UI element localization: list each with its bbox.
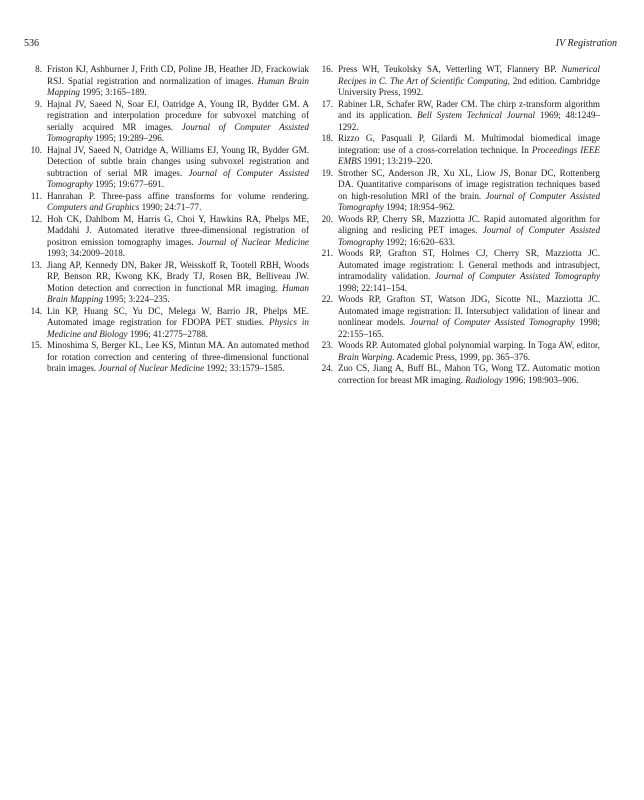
reference-text (47, 260, 309, 306)
reference-text (338, 168, 600, 214)
reference-number: 18. (321, 133, 333, 143)
reference-number: 24. (321, 363, 333, 373)
reference-citation-details: 2nd edition. Cambridge University Press, 1992. (338, 75, 600, 97)
reference-number: 23. (321, 340, 333, 350)
reference-text (47, 340, 309, 375)
reference-authors-title: Friston KJ, Ashburner J, Frith CD, Poline JB, Heather JD, Frackowiak RSJ. Spatial registration and normalization of images. (47, 64, 309, 86)
reference-journal: Journal of Computer Assisted Tomography (338, 190, 601, 212)
reference-citation-details: 1992; 33:1579–1585. (204, 363, 285, 373)
reference-citation-details: 1995; 19:677–691. (92, 179, 165, 189)
reference-text (47, 306, 309, 341)
reference-item (315, 133, 600, 168)
reference-number: 22. (321, 294, 333, 304)
reference-citation-details: 1995; 19:289–296. (92, 133, 165, 143)
reference-item (315, 294, 600, 340)
reference-text (338, 363, 600, 386)
reference-authors-title: Hoh CK, Dahlbom M, Harris G, Choi Y, Hawkins RA, Phelps ME, Maddahi J. Automated iterative three-dimensional registration of positron emission tomography images. (47, 213, 309, 247)
reference-text (338, 248, 600, 294)
reference-item (24, 306, 309, 341)
reference-citation-details: . Academic Press, 1999, pp. 365–376. (392, 351, 531, 362)
reference-item (315, 340, 600, 363)
reference-number: 12. (30, 213, 42, 224)
reference-citation-details: 1994; 18:954–962. (383, 202, 456, 212)
reference-number: 14. (30, 305, 42, 316)
reference-authors-title: Lin KP, Huang SC, Yu DC, Melega W, Barrio JR, Phelps ME. Automated image registration for FDOPA PET studies. (47, 305, 309, 327)
reference-journal: Journal of Computer Assisted Tomography (47, 167, 309, 189)
reference-text (338, 340, 600, 363)
running-head: IV Registration (555, 38, 617, 49)
reference-item (315, 363, 600, 386)
references-column-right (315, 64, 600, 386)
reference-authors-title: Rabiner LR, Schafer RW, Rader CM. The chirp z-transform algorithm and its application. (338, 98, 600, 120)
reference-citation-details: 1998; 22:141–154. (338, 282, 407, 293)
reference-authors-title: Woods RP, Grafton ST, Holmes CJ, Cherry SR, Mazziotta JC. Automated image registration: I. General methods and intrasubject, intramodality validation. (338, 248, 600, 281)
reference-number: 15. (30, 340, 42, 350)
reference-number: 16. (321, 64, 333, 74)
reference-citation-details: 1996; 198:903–906. (502, 374, 579, 385)
reference-number: 9. (35, 98, 42, 109)
reference-number: 10. (30, 144, 42, 155)
reference-authors-title: Press WH, Teukolsky SA, Vetterling WT, Flannery BP. (338, 64, 562, 74)
reference-journal: Radiology (465, 374, 503, 385)
reference-citation-details: 1991; 13:219–220. (361, 156, 433, 166)
reference-journal: Journal of Computer Assisted Tomography (434, 271, 600, 281)
reference-authors-title: Strother SC, Anderson JR, Xu XL, Liow JS, Bonar DC, Rottenberg DA. Quantitative comparisons of image registration techniques based on high-resolution MRI of the brain. (338, 167, 600, 201)
reference-item (315, 248, 600, 294)
reference-citation-details: 1990; 24:71–77. (139, 202, 202, 212)
reference-text (338, 214, 600, 249)
reference-text (338, 133, 600, 168)
reference-item (24, 99, 309, 145)
reference-authors-title: Zuo CS, Jiang A, Buff BL, Mahon TG, Wong TZ. Automatic motion correction for breast MR imaging. (338, 363, 600, 385)
reference-journal: Brain Warping (338, 351, 393, 362)
reference-authors-title: Woods RP, Grafton ST, Watson JDG, Sicotte NL, Mazziotta JC. Automated image registration: II. Intersubject validation of linear and nonlinear models. (338, 294, 600, 327)
reference-authors-title: Woods RP, Cherry SR, Mazziotta JC. Rapid automated algorithm for aligning and reslicing PET images. (338, 213, 600, 235)
reference-citation-details: 1996; 41:2775–2788. (127, 328, 208, 339)
reference-text (338, 99, 600, 134)
reference-citation-details: 1993; 34:2009–2018. (47, 248, 126, 258)
reference-citation-details: 1998; 22:155–165. (338, 317, 600, 339)
reference-number: 21. (321, 248, 333, 258)
reference-item (24, 145, 309, 191)
reference-item (24, 260, 309, 306)
reference-text (338, 294, 600, 340)
reference-number: 20. (321, 213, 333, 224)
reference-text (47, 214, 309, 260)
reference-item (24, 64, 309, 99)
reference-number: 17. (321, 98, 333, 109)
reference-journal: Human Brain Mapping (47, 75, 309, 97)
reference-citation-details: 1995; 3:165–189. (79, 87, 147, 97)
reference-item (24, 191, 309, 214)
reference-authors-title: Hanrahan P. Three-pass affine transforms for volume rendering. (47, 190, 309, 201)
reference-citation-details: 1969; 48:1249–1292. (338, 110, 600, 132)
reference-item (315, 214, 600, 249)
reference-item (24, 214, 309, 260)
reference-item (315, 168, 600, 214)
reference-number: 11. (30, 190, 42, 201)
reference-number: 13. (30, 259, 42, 270)
reference-authors-title: Jiang AP, Kennedy DN, Baker JR, Weisskoff R, Tootell RBH, Woods RP, Benson RR, Kwong KK, Brady TJ, Rosen BR, Belliveau JW. Motion detection and correction in functional MR imaging. (47, 259, 309, 293)
reference-number: 19. (321, 167, 333, 178)
reference-text (47, 191, 309, 214)
reference-journal: Journal of Computer Assisted Tomography (409, 317, 575, 327)
reference-journal: Journal of Nuclear Medicine (197, 236, 309, 247)
reference-item (315, 99, 600, 134)
reference-text (47, 99, 309, 145)
reference-text (47, 145, 309, 191)
reference-journal: Journal of Computer Assisted Tomography (338, 225, 601, 247)
page-number: 536 (24, 38, 39, 49)
reference-text (338, 64, 600, 99)
reference-citation-details: 1992; 16:620–633. (383, 236, 456, 247)
reference-journal: Journal of Nuclear Medicine (98, 363, 205, 373)
reference-item (315, 64, 600, 99)
reference-authors-title: Minoshima S, Berger KL, Lee KS, Mintun MA. An automated method for rotation correction and centering of three-dimensional functional brain images. (47, 340, 309, 373)
reference-number: 8. (35, 64, 42, 74)
reference-journal: Journal of Computer Assisted Tomography (47, 121, 309, 143)
reference-authors-title: Woods RP. Automated global polynomial warping. In Toga AW, editor, (338, 340, 600, 350)
reference-journal: Numerical Recipes in C. The Art of Scientific Computing, (338, 64, 600, 86)
reference-journal: Computers and Graphics (47, 202, 140, 212)
reference-citation-details: 1995; 3:224–235. (103, 294, 170, 304)
references-column-left (24, 64, 309, 375)
reference-item (24, 340, 309, 375)
reference-authors-title: Hajnal JV, Saeed N, Soar EJ, Oatridge A, Young IR, Bydder GM. A registration and interpolation procedure for subvoxel matching of serially acquired MR images. (47, 98, 309, 132)
reference-text (47, 64, 309, 99)
reference-authors-title: Rizzo G, Pasquali P, Gilardi M. Multimodal biomedical image integration: use of a cross-correlation technique. In (338, 133, 600, 155)
reference-journal: Human Brain Mapping (47, 282, 309, 304)
reference-authors-title: Hajnal JV, Saeed N, Oatridge A, Williams EJ, Young IR, Bydder GM. Detection of subtle brain changes using subvoxel registration and subtraction of serial MR images. (47, 144, 309, 178)
reference-journal: Bell System Technical Journal (417, 110, 536, 120)
reference-journal: Proceedings IEEE EMBS (338, 144, 600, 166)
reference-journal: Physics in Medicine and Biology (47, 317, 309, 339)
